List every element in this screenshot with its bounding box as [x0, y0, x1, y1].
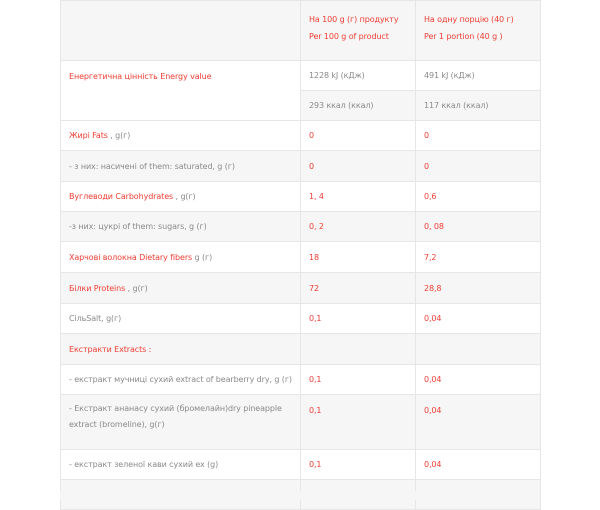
row-label: Жирі Fats	[69, 131, 108, 140]
row-label: Білки Proteins	[69, 283, 126, 293]
table-row-extracts	[61, 334, 541, 365]
table-header-row	[61, 1, 541, 61]
table-row-fats	[61, 121, 541, 151]
bearberry-per100: 0,1	[301, 365, 416, 395]
carbs-label-cell	[61, 182, 301, 212]
row-label: -з них: цукрі of them: sugars, g (г)	[69, 222, 207, 231]
extracts-portion	[416, 334, 541, 365]
fats-per100: 0	[301, 121, 416, 151]
fats-portion: 0	[416, 121, 541, 151]
saturated-label-cell	[61, 151, 301, 182]
row-unit: , g(г)	[107, 131, 131, 140]
table-row-sugars	[61, 212, 541, 242]
green-coffee-per100: 0,1	[301, 450, 416, 480]
row-label: СільSalt, g(г)	[69, 314, 122, 323]
table-footer-band	[60, 491, 540, 500]
table-row-energy-kj	[61, 61, 541, 91]
proteins-label-cell	[61, 273, 301, 304]
pineapple-per100: 0,1	[301, 395, 416, 450]
sugars-per100: 0, 2	[301, 212, 416, 242]
row-label: Енергетична цінність Energy value	[69, 72, 212, 81]
header-per-100g	[301, 1, 416, 61]
row-label: - екстракт мучниці сухий extract of bearberry dry, g (г)	[69, 375, 292, 384]
header-empty-cell	[61, 1, 301, 61]
energy-kj-portion: 491 kJ (кДж)	[416, 61, 541, 91]
pineapple-label-cell	[61, 395, 301, 450]
table-row-salt	[61, 304, 541, 334]
bearberry-portion: 0,04	[416, 365, 541, 395]
row-unit: , g(г)	[125, 283, 148, 293]
row-label: - Екстракт ананасу сухий (бромелайн)dry pineapple extract (bromeline), g(г)	[69, 404, 282, 429]
energy-kcal-portion: 117 ккал (ккал)	[416, 91, 541, 121]
proteins-portion: 28,8	[416, 273, 541, 304]
salt-portion: 0,04	[416, 304, 541, 334]
green-coffee-label-cell	[61, 450, 301, 480]
table-row-fibers	[61, 242, 541, 273]
table-row-bearberry	[61, 365, 541, 395]
row-label: Екстракти Extracts :	[69, 344, 152, 354]
saturated-portion: 0	[416, 151, 541, 182]
green-coffee-portion: 0,04	[416, 450, 541, 480]
salt-label-cell	[61, 304, 301, 334]
row-unit: , g(г)	[173, 192, 196, 201]
pineapple-portion: 0,04	[416, 395, 541, 450]
nutrition-facts-table	[60, 0, 541, 510]
energy-kj-per100: 1228 kJ (кДж)	[301, 61, 416, 91]
table-row-carbohydrates	[61, 182, 541, 212]
sugars-portion: 0, 08	[416, 212, 541, 242]
energy-kcal-per100: 293 ккал (ккал)	[301, 91, 416, 121]
sugars-label-cell	[61, 212, 301, 242]
fibers-portion: 7,2	[416, 242, 541, 273]
row-label: Харчові волокна Dietary fibers	[69, 252, 193, 262]
bearberry-label-cell	[61, 365, 301, 395]
row-label: - з них: насичені of them: saturated, g (г)	[69, 161, 235, 171]
proteins-per100: 72	[301, 273, 416, 304]
row-label: Вуглеводи Carbohydrates	[69, 192, 174, 201]
saturated-per100: 0	[301, 151, 416, 182]
table-row-green-coffee	[61, 450, 541, 480]
extracts-per100	[301, 334, 416, 365]
row-label: - екстракт зеленої кави сухий ex (g)	[69, 460, 219, 469]
header-per-portion-en: Per 1 portion (40 g )	[424, 32, 503, 41]
header-per-100g-ua: На 100 g (г) продукту	[309, 15, 399, 24]
fats-label-cell	[61, 121, 301, 151]
table-row-pineapple	[61, 395, 541, 450]
carbs-portion: 0,6	[416, 182, 541, 212]
carbs-per100: 1, 4	[301, 182, 416, 212]
header-per-portion	[416, 1, 541, 61]
nutrition-table-container	[60, 0, 540, 510]
row-unit: g (г)	[192, 252, 213, 262]
fibers-per100: 18	[301, 242, 416, 273]
energy-label-cell	[61, 61, 301, 121]
table-row-proteins	[61, 273, 541, 304]
header-per-100g-en: Per 100 g of product	[309, 32, 389, 41]
table-row-saturated	[61, 151, 541, 182]
header-per-portion-ua: На одну порцію (40 г)	[424, 15, 514, 24]
extracts-label-cell	[61, 334, 301, 365]
salt-per100: 0,1	[301, 304, 416, 334]
fibers-label-cell	[61, 242, 301, 273]
